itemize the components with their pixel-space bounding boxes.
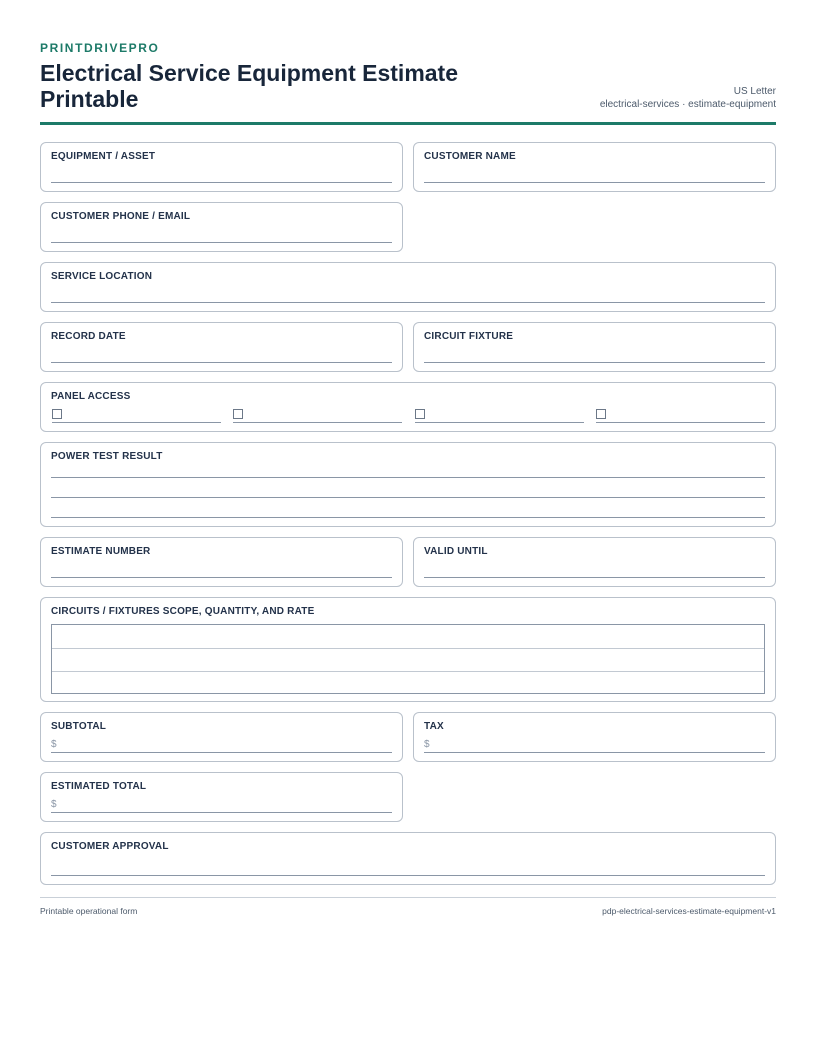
service-location-input-line[interactable] (51, 302, 765, 303)
estimate-number-input-line[interactable] (51, 577, 392, 578)
paper-size: US Letter (733, 86, 776, 97)
panel-access-option-line-4[interactable] (596, 422, 765, 423)
estimated-total-field (40, 772, 403, 822)
page-title: Electrical Service Equipment Estimate Printable (40, 60, 459, 112)
subtotal-label: SUBTOTAL (51, 721, 107, 732)
scope-table (51, 624, 765, 694)
tax-currency-symbol: $ (424, 739, 430, 750)
valid-until-field (413, 537, 776, 587)
customer-approval-label: CUSTOMER APPROVAL (51, 841, 169, 852)
footer-form-id: pdp-electrical-services-estimate-equipment-v1 (602, 906, 776, 916)
panel-access-option-line-1[interactable] (52, 422, 221, 423)
scope-table-label: CIRCUITS / FIXTURES SCOPE, QUANTITY, AND RATE (51, 606, 315, 617)
circuit-fixture-input-line[interactable] (424, 362, 765, 363)
record-date-input-line[interactable] (51, 362, 392, 363)
panel-access-label: PANEL ACCESS (51, 391, 131, 402)
header-divider (40, 122, 776, 125)
panel-access-field (40, 382, 776, 432)
estimated-total-label: ESTIMATED TOTAL (51, 781, 147, 792)
power-test-field (40, 442, 776, 527)
circuit-fixture-field (413, 322, 776, 372)
record-date-label: RECORD DATE (51, 331, 126, 342)
power-test-input-line-2[interactable] (51, 497, 765, 498)
service-location-field (40, 262, 776, 312)
power-test-input-line-3[interactable] (51, 517, 765, 518)
power-test-label: POWER TEST RESULT (51, 451, 163, 462)
customer-contact-field (40, 202, 403, 252)
panel-access-checkbox-3[interactable] (415, 409, 425, 419)
tax-field (413, 712, 776, 762)
tax-input-line[interactable] (424, 752, 765, 753)
customer-contact-label: CUSTOMER PHONE / EMAIL (51, 211, 191, 222)
equipment-field (40, 142, 403, 192)
equipment-input-line[interactable] (51, 182, 392, 183)
brand-name: PRINTDRIVEPRO (40, 41, 160, 55)
panel-access-option-line-2[interactable] (233, 422, 402, 423)
equipment-label: EQUIPMENT / ASSET (51, 151, 156, 162)
estimate-number-field (40, 537, 403, 587)
power-test-input-line-1[interactable] (51, 477, 765, 478)
service-location-label: SERVICE LOCATION (51, 271, 153, 282)
customer-name-field (413, 142, 776, 192)
subtotal-input-line[interactable] (51, 752, 392, 753)
customer-approval-signature-line[interactable] (51, 875, 765, 876)
table-row-divider (52, 671, 764, 672)
valid-until-input-line[interactable] (424, 577, 765, 578)
scope-table-field (40, 597, 776, 702)
estimate-number-label: ESTIMATE NUMBER (51, 546, 151, 557)
customer-approval-field (40, 832, 776, 885)
panel-access-checkbox-1[interactable] (52, 409, 62, 419)
subtotal-currency-symbol: $ (51, 739, 57, 750)
record-date-field (40, 322, 403, 372)
circuit-fixture-label: CIRCUIT FIXTURE (424, 331, 514, 342)
footer-divider (40, 897, 776, 898)
valid-until-label: VALID UNTIL (424, 546, 488, 557)
tax-label: TAX (424, 721, 444, 732)
customer-contact-input-line[interactable] (51, 242, 392, 243)
table-row-divider (52, 648, 764, 649)
estimated-total-input-line[interactable] (51, 812, 392, 813)
document-meta (600, 85, 776, 111)
document-tags: electrical-services · estimate-equipment (599, 99, 776, 110)
footer-left-text: Printable operational form (40, 906, 138, 916)
subtotal-field (40, 712, 403, 762)
panel-access-option-line-3[interactable] (415, 422, 584, 423)
estimated-total-currency-symbol: $ (51, 799, 57, 810)
panel-access-checkbox-4[interactable] (596, 409, 606, 419)
customer-name-input-line[interactable] (424, 182, 765, 183)
panel-access-checkbox-2[interactable] (233, 409, 243, 419)
customer-name-label: CUSTOMER NAME (424, 151, 516, 162)
